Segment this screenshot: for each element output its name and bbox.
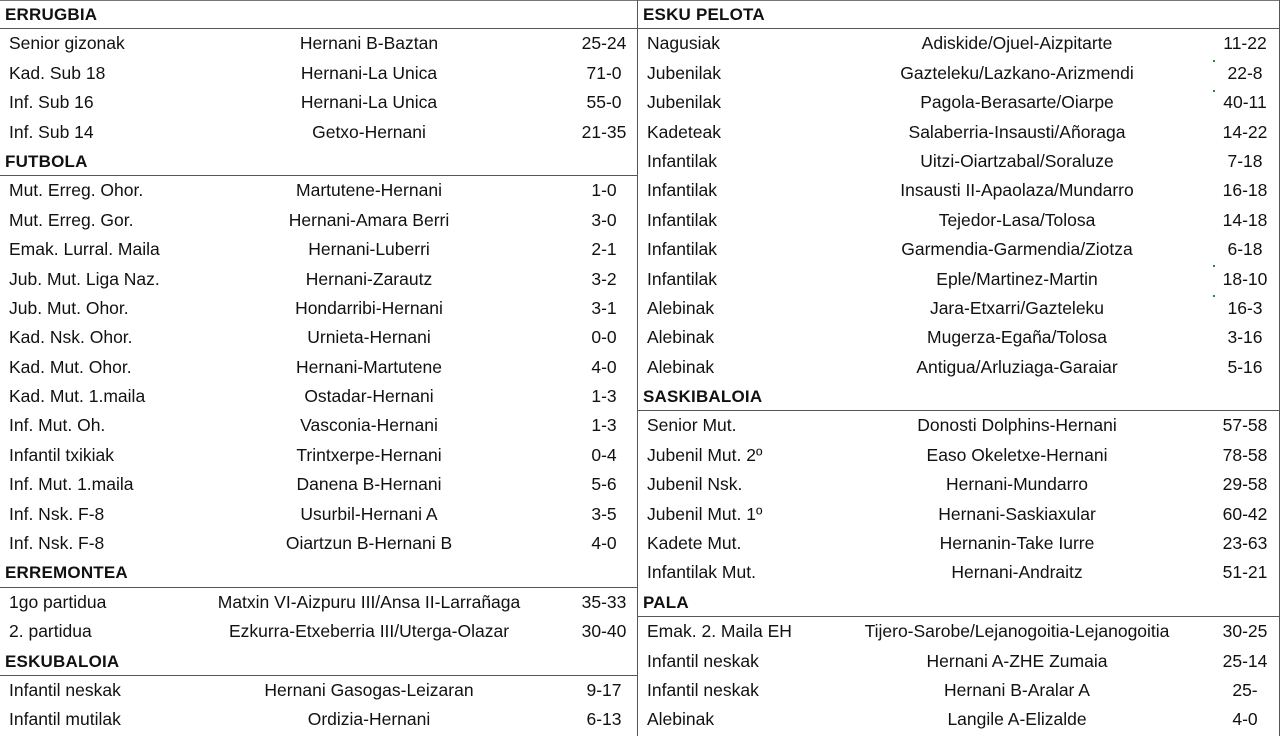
category-cell: Emak. Lurral. Maila (9, 239, 160, 260)
score-cell: 16-3 (1227, 297, 1263, 318)
category-cell: Inf. Mut. Oh. (9, 415, 106, 436)
match-cell: Hernani B-Aralar A (944, 679, 1090, 700)
score-cell: 1-3 (591, 415, 617, 436)
match-cell: Tejedor-Lasa/Tolosa (938, 209, 1096, 230)
category-cell: Inf. Sub 16 (9, 92, 94, 113)
score-cell: 4-0 (591, 533, 617, 554)
match-cell: Donosti Dolphins-Hernani (917, 415, 1117, 436)
match-cell: Getxo-Hernani (312, 121, 426, 142)
result-row (0, 206, 637, 235)
match-cell: Ostadar-Hernani (304, 386, 434, 407)
left-column (0, 0, 637, 736)
section-title: PALA (638, 588, 1280, 617)
category-cell: Infantil neskak (647, 679, 759, 700)
match-cell: Antigua/Arluziaga-Garaiar (916, 356, 1118, 377)
match-cell: Ezkurra-Etxeberria III/Uterga-Olazar (228, 621, 510, 642)
category-cell: Jub. Mut. Ohor. (9, 297, 129, 318)
score-cell: 57-58 (1222, 415, 1268, 436)
result-row (638, 705, 1280, 734)
category-cell: Infantil neskak (647, 650, 759, 671)
category-cell: Mut. Erreg. Ohor. (9, 180, 144, 201)
score-cell: 18-10 (1222, 268, 1268, 289)
category-cell: Infantil neskak (9, 679, 121, 700)
score-cell: 29-58 (1222, 474, 1268, 495)
category-cell: Infantilak (647, 239, 718, 260)
match-cell: Vasconia-Hernani (300, 415, 438, 436)
category-cell: Jubenilak (647, 62, 721, 83)
match-cell: Hernani-Amara Berri (288, 209, 450, 230)
score-cell: 21-35 (581, 121, 627, 142)
score-cell: 2-1 (591, 239, 617, 260)
category-cell: Infantil mutilak (9, 709, 121, 730)
match-cell: Adiskide/Ojuel-Aizpitarte (921, 33, 1113, 54)
score-cell: 23-63 (1222, 533, 1268, 554)
category-cell: Mut. Erreg. Gor. (9, 209, 134, 230)
match-cell: Langile A-Elizalde (947, 709, 1087, 730)
category-cell: Emak. 2. Maila EH (647, 621, 792, 642)
category-cell: Jubenilak (647, 92, 721, 113)
section-pala (638, 588, 1280, 735)
match-cell: Ordizia-Hernani (307, 709, 431, 730)
match-cell: Trintxerpe-Hernani (296, 444, 442, 465)
section-erremontea (0, 558, 637, 646)
category-cell: Kadete Mut. (647, 533, 742, 554)
score-cell: 35-33 (581, 591, 627, 612)
result-row (638, 529, 1280, 558)
score-cell: 6-13 (586, 709, 622, 730)
category-cell: Jubenil Mut. 1º (647, 503, 763, 524)
score-cell: 11-22 (1223, 33, 1267, 54)
category-cell: Infantilak (647, 180, 718, 201)
score-cell: 1-3 (591, 386, 617, 407)
match-cell: Hernani-Andraitz (951, 562, 1083, 583)
result-row (0, 676, 637, 705)
category-cell: Senior gizonak (9, 33, 125, 54)
match-cell: Uitzi-Oiartzabal/Soraluze (920, 150, 1114, 171)
cell-marker-icon (1213, 265, 1215, 267)
category-cell: Alebinak (647, 327, 715, 348)
score-cell: 5-6 (591, 474, 617, 495)
match-cell: Easo Okeletxe-Hernani (926, 444, 1108, 465)
section-saskibaloia (638, 382, 1280, 588)
section-title: FUTBOLA (0, 147, 637, 176)
result-row (0, 294, 637, 323)
result-row (0, 588, 637, 617)
score-cell: 78-58 (1222, 444, 1268, 465)
result-row (638, 470, 1280, 499)
right-column (637, 0, 1280, 736)
section-title: ESKUBALOIA (0, 647, 637, 676)
match-cell: Hernani B-Baztan (299, 33, 439, 54)
score-cell: 14-18 (1222, 209, 1268, 230)
result-row (638, 235, 1280, 264)
score-cell: 16-18 (1222, 180, 1268, 201)
category-cell: Nagusiak (647, 33, 720, 54)
section-futbola (0, 147, 637, 558)
score-cell: 30-25 (1222, 621, 1268, 642)
cell-marker-icon (1213, 295, 1215, 297)
match-cell: Hernani-Luberri (308, 239, 430, 260)
category-cell: 2. partidua (9, 621, 92, 642)
category-cell: Infantil txikiak (9, 444, 115, 465)
match-cell: Hernani Gasogas-Leizaran (264, 679, 474, 700)
result-row (638, 29, 1280, 58)
result-row (0, 323, 637, 352)
match-cell: Garmendia-Garmendia/Ziotza (901, 239, 1133, 260)
category-cell: Inf. Mut. 1.maila (9, 474, 134, 495)
score-cell: 0-0 (591, 327, 617, 348)
score-cell: 3-5 (591, 503, 617, 524)
score-cell: 40-11 (1223, 92, 1267, 113)
result-row (638, 294, 1280, 323)
result-row (638, 206, 1280, 235)
match-cell: Hernani A-ZHE Zumaia (926, 650, 1108, 671)
score-cell: 71-0 (586, 62, 622, 83)
match-cell: Hernani-Mundarro (945, 474, 1088, 495)
match-cell: Hernanin-Take Iurre (939, 533, 1095, 554)
score-cell: 6-18 (1227, 239, 1263, 260)
score-cell: 30-40 (581, 621, 627, 642)
match-cell: Hernani-La Unica (300, 62, 438, 83)
match-cell: Hernani-Martutene (296, 356, 442, 377)
result-row (638, 411, 1280, 440)
score-cell: 5-16 (1227, 356, 1263, 377)
score-cell: 25-24 (581, 33, 627, 54)
match-cell: Mugerza-Egaña/Tolosa (927, 327, 1107, 348)
match-cell: Tijero-Sarobe/Lejanogoitia-Lejanogoitia (864, 621, 1170, 642)
match-cell: Hernani-Saskiaxular (938, 503, 1096, 524)
cell-marker-icon (1213, 60, 1215, 62)
match-cell: Hernani-La Unica (300, 92, 438, 113)
score-cell: 25- (1232, 679, 1258, 700)
category-cell: Inf. Nsk. F-8 (9, 503, 105, 524)
result-row (0, 441, 637, 470)
match-cell: Hondarribi-Hernani (295, 297, 443, 318)
category-cell: Infantilak (647, 209, 718, 230)
category-cell: Jubenil Nsk. (647, 474, 743, 495)
result-row (0, 382, 637, 411)
category-cell: Inf. Nsk. F-8 (9, 533, 105, 554)
category-cell: Jub. Mut. Liga Naz. (9, 268, 160, 289)
result-row (0, 470, 637, 499)
score-cell: 55-0 (586, 92, 622, 113)
result-row (0, 617, 637, 646)
match-cell: Gazteleku/Lazkano-Arizmendi (900, 62, 1134, 83)
category-cell: 1go partidua (9, 591, 107, 612)
section-esku-pelota (638, 0, 1280, 382)
result-row (638, 676, 1280, 705)
match-cell: Salaberria-Insausti/Añoraga (908, 121, 1126, 142)
category-cell: Kad. Mut. Ohor. (9, 356, 132, 377)
match-cell: Martutene-Hernani (296, 180, 442, 201)
result-row (638, 265, 1280, 294)
result-row (0, 88, 637, 117)
match-cell: Matxin VI-Aizpuru III/Ansa II-Larrañaga (217, 591, 521, 612)
section-title: ERREMONTEA (0, 558, 637, 587)
score-cell: 0-4 (591, 444, 617, 465)
result-row (638, 118, 1280, 147)
match-cell: Danena B-Hernani (296, 474, 442, 495)
result-row (638, 617, 1280, 646)
cell-marker-icon (1213, 90, 1215, 92)
result-row (0, 118, 637, 147)
section-title: SASKIBALOIA (638, 382, 1280, 411)
result-row (638, 323, 1280, 352)
category-cell: Alebinak (647, 709, 715, 730)
result-row (0, 265, 637, 294)
score-cell: 14-22 (1222, 121, 1268, 142)
result-row (638, 88, 1280, 117)
section-errugbia (0, 0, 637, 147)
score-cell: 25-14 (1222, 650, 1268, 671)
result-row (0, 353, 637, 382)
match-cell: Oiartzun B-Hernani B (285, 533, 453, 554)
match-cell: Urnieta-Hernani (307, 327, 431, 348)
score-cell: 3-0 (591, 209, 617, 230)
result-row (0, 176, 637, 205)
category-cell: Kadeteak (647, 121, 721, 142)
score-cell: 4-0 (591, 356, 617, 377)
match-cell: Jara-Etxarri/Gazteleku (929, 297, 1105, 318)
score-cell: 51-21 (1222, 562, 1268, 583)
match-cell: Pagola-Berasarte/Oiarpe (920, 92, 1114, 113)
score-cell: 1-0 (591, 180, 617, 201)
match-cell: Insausti II-Apaolaza/Mundarro (900, 180, 1134, 201)
score-cell: 3-1 (591, 297, 617, 318)
result-row (638, 558, 1280, 587)
result-row (638, 500, 1280, 529)
category-cell: Infantilak (647, 150, 718, 171)
result-row (0, 29, 637, 58)
category-cell: Jubenil Mut. 2º (647, 444, 763, 465)
category-cell: Alebinak (647, 356, 715, 377)
section-title: ESKU PELOTA (638, 0, 1280, 29)
score-cell: 22-8 (1227, 62, 1263, 83)
score-cell: 3-2 (591, 268, 617, 289)
category-cell: Infantilak Mut. (647, 562, 756, 583)
result-row (0, 411, 637, 440)
match-cell: Eple/Martinez-Martin (936, 268, 1098, 289)
result-row (0, 529, 637, 558)
score-cell: 9-17 (586, 679, 622, 700)
match-cell: Usurbil-Hernani A (300, 503, 438, 524)
result-row (638, 353, 1280, 382)
section-title: ERRUGBIA (0, 0, 637, 29)
category-cell: Kad. Mut. 1.maila (9, 386, 146, 407)
result-row (0, 59, 637, 88)
score-cell: 4-0 (1232, 709, 1258, 730)
result-row (0, 500, 637, 529)
category-cell: Infantilak (647, 268, 718, 289)
result-row (638, 59, 1280, 88)
result-row (638, 147, 1280, 176)
match-cell: Hernani-Zarautz (305, 268, 433, 289)
category-cell: Alebinak (647, 297, 715, 318)
category-cell: Inf. Sub 14 (9, 121, 94, 142)
score-cell: 7-18 (1227, 150, 1263, 171)
category-cell: Kad. Sub 18 (9, 62, 106, 83)
result-row (638, 176, 1280, 205)
score-cell: 60-42 (1222, 503, 1268, 524)
result-row (638, 647, 1280, 676)
result-row (638, 441, 1280, 470)
result-row (0, 705, 637, 734)
score-cell: 3-16 (1227, 327, 1263, 348)
section-eskubaloia (0, 647, 637, 735)
category-cell: Kad. Nsk. Ohor. (9, 327, 133, 348)
category-cell: Senior Mut. (647, 415, 737, 436)
result-row (0, 235, 637, 264)
